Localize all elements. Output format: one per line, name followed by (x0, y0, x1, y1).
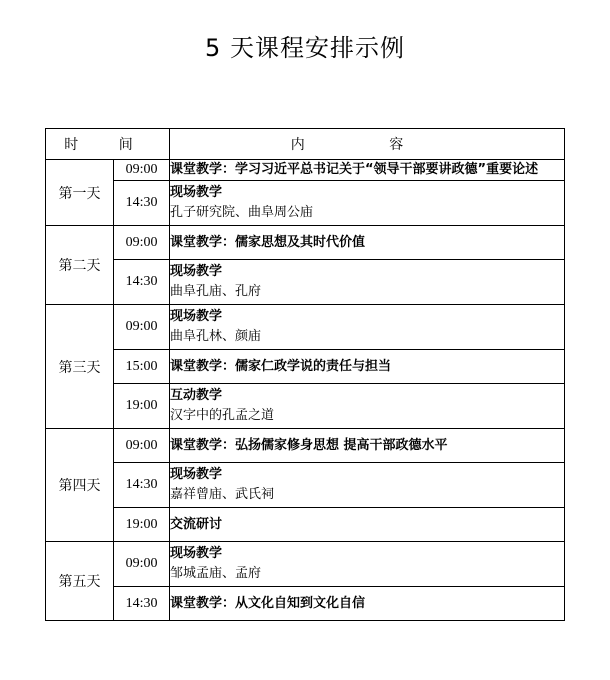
session-time: 14:30 (114, 587, 170, 621)
table-row (46, 508, 565, 542)
session-type: 现场教学 (170, 467, 223, 482)
session-type: 课堂教学：儒家思想及其时代价值 (170, 234, 366, 250)
session-type: 课堂教学：弘扬儒家修身思想 提高干部政德水平 (170, 437, 448, 453)
session-detail: 曲阜孔庙、孔府 (170, 284, 262, 299)
session-type: 现场教学 (170, 546, 223, 561)
day-label: 第三天 (46, 305, 114, 429)
session-time: 09:00 (114, 305, 170, 350)
session-type: 现场教学 (170, 185, 223, 200)
session-time: 14:30 (114, 463, 170, 508)
table-row (46, 260, 565, 305)
session-type: 课堂教学：学习习近平总书记关于“领导干部要讲政德”重要论述 (170, 162, 539, 177)
schedule-table (45, 128, 565, 621)
table-row (46, 463, 565, 508)
table-row (46, 587, 565, 621)
session-time: 14:30 (114, 181, 170, 226)
session-time: 19:00 (114, 384, 170, 429)
session-type: 现场教学 (170, 264, 223, 279)
session-content (170, 181, 565, 226)
session-content (170, 160, 565, 181)
table-row (46, 384, 565, 429)
table-row (46, 429, 565, 463)
table-row (46, 350, 565, 384)
table-row (46, 542, 565, 587)
session-time: 09:00 (114, 226, 170, 260)
session-content (170, 384, 565, 429)
session-time: 09:00 (114, 429, 170, 463)
session-content (170, 260, 565, 305)
session-content (170, 542, 565, 587)
session-content (170, 429, 565, 463)
session-content (170, 587, 565, 621)
header-time: 时 间 (46, 129, 170, 160)
session-time: 09:00 (114, 160, 170, 181)
session-time: 14:30 (114, 260, 170, 305)
day-label: 第一天 (46, 160, 114, 226)
session-detail: 汉字中的孔孟之道 (170, 408, 275, 423)
session-time: 09:00 (114, 542, 170, 587)
session-detail: 曲阜孔林、颜庙 (170, 329, 262, 344)
session-time: 19:00 (114, 508, 170, 542)
header-content: 内 容 (170, 129, 565, 160)
session-time: 15:00 (114, 350, 170, 384)
session-detail: 孔子研究院、曲阜周公庙 (170, 205, 314, 220)
session-content (170, 508, 565, 542)
session-type: 现场教学 (170, 309, 223, 324)
day-label: 第四天 (46, 429, 114, 542)
day-label: 第二天 (46, 226, 114, 305)
table-row (46, 160, 565, 181)
session-content (170, 350, 565, 384)
table-row (46, 181, 565, 226)
table-header-row (46, 129, 565, 160)
session-type: 课堂教学：儒家仁政学说的责任与担当 (170, 358, 392, 374)
session-detail: 邹城孟庙、孟府 (170, 566, 262, 581)
table-row (46, 226, 565, 260)
session-detail: 嘉祥曾庙、武氏祠 (170, 487, 275, 502)
session-content (170, 226, 565, 260)
session-type: 课堂教学：从文化自知到文化自信 (170, 595, 366, 611)
session-type: 互动教学 (170, 388, 223, 403)
session-content (170, 305, 565, 350)
day-label: 第五天 (46, 542, 114, 621)
session-type: 交流研讨 (170, 516, 223, 532)
page-title: 5 天课程安排示例 (205, 34, 405, 62)
session-content (170, 463, 565, 508)
table-row (46, 305, 565, 350)
